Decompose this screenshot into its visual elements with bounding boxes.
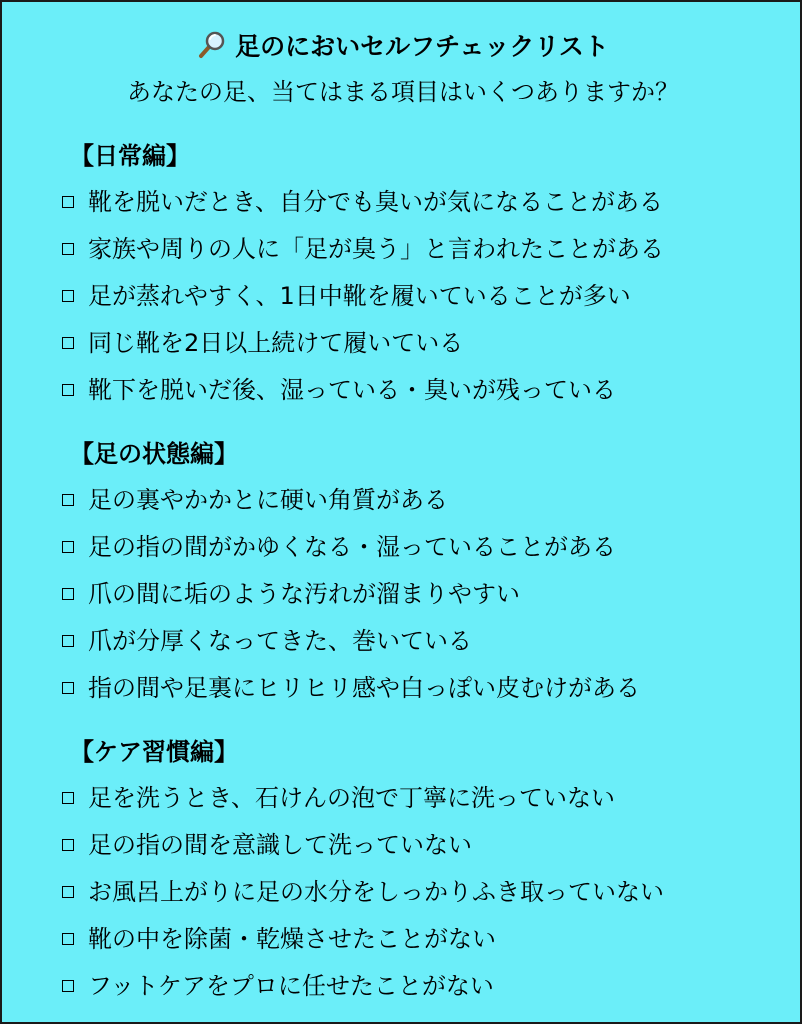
checklist-item[interactable] bbox=[62, 523, 782, 570]
checklist-item[interactable] bbox=[62, 774, 782, 821]
checkbox-icon[interactable] bbox=[62, 243, 74, 255]
item-label: 同じ靴を2日以上続けて履いている bbox=[88, 328, 464, 357]
checklist-item[interactable] bbox=[62, 476, 782, 523]
section-foot-condition bbox=[62, 438, 782, 711]
checklist-item[interactable] bbox=[62, 225, 782, 272]
checkbox-icon[interactable] bbox=[62, 588, 74, 600]
section-daily bbox=[62, 140, 782, 413]
checklist-item[interactable] bbox=[62, 962, 782, 1009]
checklist-item[interactable] bbox=[62, 178, 782, 225]
item-label: 家族や周りの人に「足が臭う」と言われたことがある bbox=[88, 234, 664, 263]
item-label: お風呂上がりに足の水分をしっかりふき取っていない bbox=[88, 877, 664, 906]
checklist-item[interactable] bbox=[62, 868, 782, 915]
checklist-item[interactable] bbox=[62, 272, 782, 319]
item-label: 指の間や足裏にヒリヒリ感や白っぽい皮むけがある bbox=[88, 673, 640, 702]
item-label: 爪が分厚くなってきた、巻いている bbox=[88, 626, 472, 655]
item-label: 靴の中を除菌・乾燥させたことがない bbox=[88, 924, 496, 953]
section-title: 【日常編】 bbox=[70, 142, 190, 170]
item-label: 足が蒸れやすく、1日中靴を履いていることが多い bbox=[88, 281, 631, 310]
checkbox-icon[interactable] bbox=[62, 384, 74, 396]
checkbox-icon[interactable] bbox=[62, 980, 74, 992]
checkbox-icon[interactable] bbox=[62, 635, 74, 647]
item-label: 爪の間に垢のような汚れが溜まりやすい bbox=[88, 579, 520, 608]
checkbox-icon[interactable] bbox=[62, 682, 74, 694]
magnifier-icon bbox=[197, 31, 227, 59]
checkbox-icon[interactable] bbox=[62, 792, 74, 804]
section-title: 【足の状態編】 bbox=[70, 440, 238, 468]
checklist-item[interactable] bbox=[62, 821, 782, 868]
checkbox-icon[interactable] bbox=[62, 494, 74, 506]
checklist-item[interactable] bbox=[62, 366, 782, 413]
page-subtitle: あなたの足、当てはまる項目はいくつありますか？ bbox=[127, 78, 679, 106]
checkbox-icon[interactable] bbox=[62, 886, 74, 898]
checklist-item[interactable] bbox=[62, 915, 782, 962]
item-label: 足を洗うとき、石けんの泡で丁寧に洗っていない bbox=[88, 783, 616, 812]
item-label: 足の指の間を意識して洗っていない bbox=[88, 830, 472, 859]
checkbox-icon[interactable] bbox=[62, 337, 74, 349]
item-label: 足の指の間がかゆくなる・湿っていることがある bbox=[88, 532, 616, 561]
checklist bbox=[62, 178, 782, 413]
checklist-item[interactable] bbox=[62, 664, 782, 711]
checkbox-icon[interactable] bbox=[62, 839, 74, 851]
page-title bbox=[2, 30, 802, 64]
item-label: 足の裏やかかとに硬い角質がある bbox=[88, 485, 448, 514]
checkbox-icon[interactable] bbox=[62, 290, 74, 302]
checkbox-icon[interactable] bbox=[62, 541, 74, 553]
title-text: 足のにおいセルフチェックリスト bbox=[235, 32, 609, 61]
checklist bbox=[62, 774, 782, 1009]
item-label: フットケアをプロに任せたことがない bbox=[88, 971, 494, 1000]
item-label: 靴を脱いだとき、自分でも臭いが気になることがある bbox=[88, 187, 664, 216]
item-label: 靴下を脱いだ後、湿っている・臭いが残っている bbox=[88, 375, 616, 404]
section-title: 【ケア習慣編】 bbox=[70, 738, 238, 766]
checkbox-icon[interactable] bbox=[62, 196, 74, 208]
checkbox-icon[interactable] bbox=[62, 933, 74, 945]
checklist-item[interactable] bbox=[62, 319, 782, 366]
checklist-item[interactable] bbox=[62, 617, 782, 664]
checklist bbox=[62, 476, 782, 711]
checklist-item[interactable] bbox=[62, 570, 782, 617]
section-care-habits bbox=[62, 736, 782, 1009]
